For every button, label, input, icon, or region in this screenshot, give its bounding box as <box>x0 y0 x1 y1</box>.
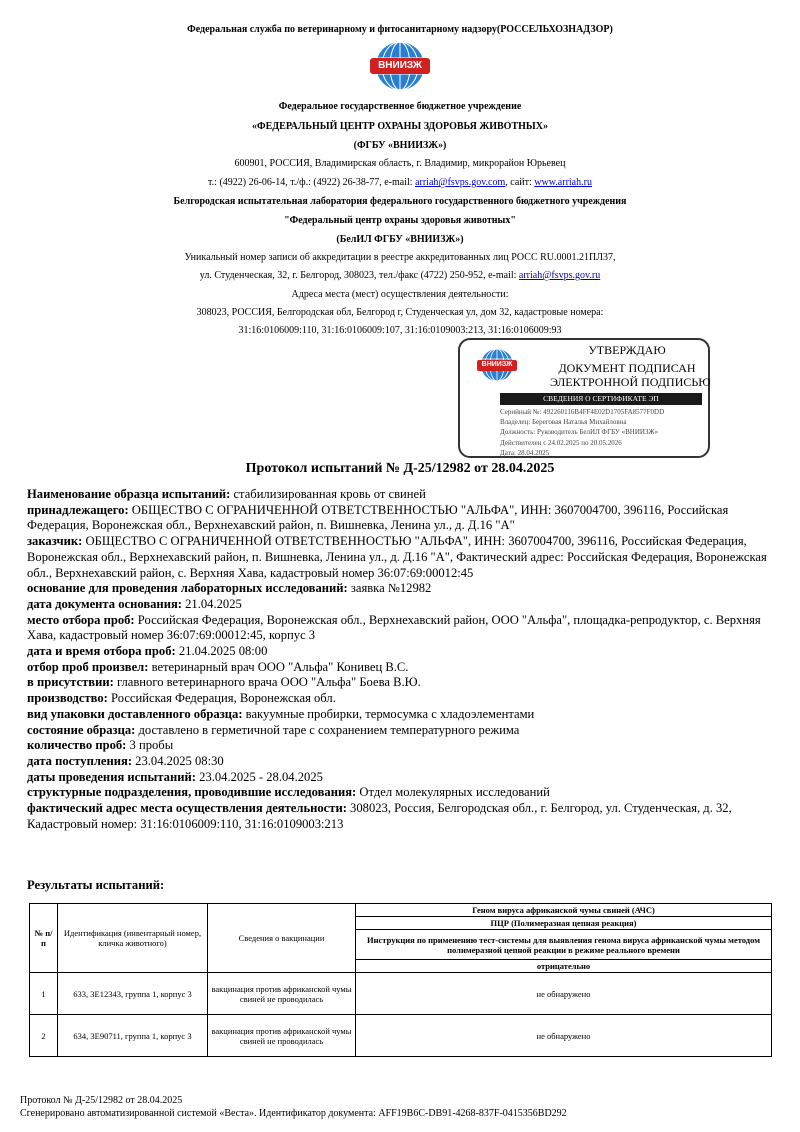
info-field <box>27 613 777 644</box>
info-field-label: Наименование образца испытаний: <box>27 487 231 501</box>
info-field-value: 21.04.2025 08:00 <box>175 644 268 659</box>
info-field <box>27 644 777 660</box>
info-field <box>27 660 777 676</box>
test-norm: отрицательно <box>356 960 772 973</box>
info-field <box>27 785 777 801</box>
vniizh-logo <box>362 40 438 94</box>
info-field-value: ОБЩЕСТВО С ОГРАНИЧЕННОЙ ОТВЕТСТВЕННОСТЬЮ "АЛЬФА", ИНН: 3607004700, 396116, Российская Федерация, Воронежская обл., Верхнехавский район, п. Вишневка, Ленина ул., д. Д.16 "А", Фактический адрес: Российская Федерация, Воронежская обл., Верхнехавский район, с. Верхняя Хава, кадастровый номер 36:07:69:00012:45 <box>27 534 767 580</box>
stamp-logo-text: ВНИИЗЖ <box>481 361 513 368</box>
sample-info <box>27 487 777 832</box>
table-row <box>30 1015 772 1057</box>
test-method: ПЦР (Полимеразная цепная реакция) <box>356 917 772 930</box>
lab-name-line2: "Федеральный центр охраны здоровья животных" <box>284 215 516 226</box>
test-name: Геном вируса африканской чумы свиней (АЧС) <box>356 904 772 917</box>
info-field-label: дата документа основания: <box>27 596 182 611</box>
contacts-text: т.: (4922) 26-06-14, т./ф.: (4922) 26-38-77, e-mail: <box>208 177 416 188</box>
info-field-value: вакуумные пробирки, термосумка с хладоэлементами <box>242 706 535 721</box>
row-number: 2 <box>30 1015 58 1057</box>
info-field-label: фактический адрес места осуществления деятельности: <box>27 801 347 816</box>
col-header-number: № п/п <box>30 904 58 973</box>
info-field-value: Российская Федерация, Воронежская обл. <box>107 691 336 706</box>
info-field-value: главного ветеринарного врача ООО "Альфа" Боева В.Ю. <box>113 675 421 690</box>
info-field-label: количество проб: <box>27 738 127 753</box>
stamp-cert-bar: СВЕДЕНИЯ О СЕРТИФИКАТЕ ЭП <box>500 393 702 405</box>
test-instruction: Инструкция по применению тест-системы для выявления генома вируса африканской чумы методом полимеразной цепной реакции в режиме реального времени <box>356 930 772 960</box>
info-field <box>27 723 777 739</box>
org-type: Федеральное государственное бюджетное учреждение <box>278 101 522 112</box>
col-header-identification <box>58 904 208 973</box>
info-field <box>27 675 777 691</box>
info-field-value: ветеринарный врач ООО "Альфа" Конивец В.С. <box>148 659 409 674</box>
lab-name-line1: Белгородская испытательная лаборатория федерального государственного бюджетного учреждения <box>173 196 627 207</box>
stamp-position: Должность: Руководитель БелИЛ ФГБУ «ВНИИЗЖ» <box>500 428 659 436</box>
info-field-label: вид упаковки доставленного образца: <box>27 706 243 721</box>
stamp-validity: Действителен с 24.02.2025 по 20.05.2026 <box>500 439 622 447</box>
info-field-value: 308023, Россия, Белгородская обл., г. Белгород, ул. Студенческая, д. 32, Кадастровый номер: 31:16:0106009:110, 31:16:0109003:213 <box>27 801 732 831</box>
info-field <box>27 691 777 707</box>
info-field-value: Российская Федерация, Воронежская обл., Верхнехавский район, ООО "Альфа", площадка-репродуктор, с. Верхняя Хава, кадастровый номер 36:07:69:00012:45, корпус 3 <box>27 612 761 643</box>
lab-address-text: ул. Студенческая, 32, г. Белгород, 308023, тел./факс (4722) 250-952, e-mail: <box>199 270 519 281</box>
info-field-label: структурные подразделения, проводившие исследования: <box>27 785 357 800</box>
stamp-signed-line1: ДОКУМЕНТ ПОДПИСАН <box>558 361 696 375</box>
info-field-label: основание для проведения лабораторных исследований: <box>27 581 348 596</box>
table-row <box>30 973 772 1015</box>
info-field-value: доставлено в герметичной таре с сохранением температурного режима <box>135 722 520 737</box>
info-field-label: дата поступления: <box>27 753 133 768</box>
org-address: 600901, РОССИЯ, Владимирская область, г. Владимир, микрорайон Юрьевец <box>234 158 566 169</box>
col-header-identification-text: Идентификация (инвентарный номер, кличка животного) <box>63 928 202 948</box>
info-field-label: принадлежащего: <box>27 502 129 517</box>
agency-name: Федеральная служба по ветеринарному и фитосанитарному надзору(РОССЕЛЬХОЗНАДЗОР) <box>187 24 613 35</box>
e-signature-stamp <box>458 338 710 458</box>
lab-email-link[interactable]: arriah@fsvps.gov.ru <box>518 270 601 281</box>
info-field-value: ОБЩЕСТВО С ОГРАНИЧЕННОЙ ОТВЕТСТВЕННОСТЬЮ "АЛЬФА", ИНН: 3607004700, 396116, Российская Федерация, Воронежская обл., Верхнехавский район, п. Вишневка, Ленина ул., д. Д.16 "А" <box>27 502 729 533</box>
footer-protocol: Протокол № Д-25/12982 от 28.04.2025 <box>20 1095 183 1106</box>
stamp-signed-line2: ЭЛЕКТРОННОЙ ПОДПИСЬЮ <box>550 375 711 389</box>
info-field <box>27 503 777 534</box>
info-field-label: место отбора проб: <box>27 612 135 627</box>
email-link[interactable]: arriah@fsvps.gov.com <box>415 177 506 188</box>
info-field <box>27 534 777 581</box>
info-field-label: дата и время отбора проб: <box>27 644 176 659</box>
accreditation-line: Уникальный номер записи об аккредитации в реестре аккредитованных лиц РОСС RU.0001.21ПЛ37, <box>184 252 616 263</box>
info-field <box>27 597 777 613</box>
row-result: не обнаружено <box>356 973 772 1015</box>
info-field <box>27 738 777 754</box>
activity-address-1: 308023, РОССИЯ, Белгородская обл, Белгород г, Студенческая ул, дом 32, кадастровые номера: <box>196 307 604 318</box>
info-field <box>27 707 777 723</box>
info-field-value: 23.04.2025 - 28.04.2025 <box>195 769 323 784</box>
lab-short-name: (БелИЛ ФГБУ «ВНИИЗЖ») <box>336 234 464 245</box>
col-header-vaccination-text: Сведения о вакцинации <box>238 933 325 943</box>
org-name: «ФЕДЕРАЛЬНЫЙ ЦЕНТР ОХРАНЫ ЗДОРОВЬЯ ЖИВОТНЫХ» <box>252 121 548 132</box>
site-label: , сайт: <box>505 177 535 188</box>
org-contacts <box>0 177 800 188</box>
org-short-name: (ФГБУ «ВНИИЗЖ») <box>353 140 447 151</box>
info-field <box>27 754 777 770</box>
website-link[interactable]: www.arriah.ru <box>534 177 592 188</box>
lab-address <box>0 270 800 281</box>
stamp-logo <box>472 348 522 382</box>
info-field-label: заказчик: <box>27 534 83 549</box>
info-field-value: 21.04.2025 <box>181 596 242 611</box>
results-title: Результаты испытаний: <box>27 878 165 892</box>
info-field-value: стабилизированная кровь от свиней <box>230 487 426 501</box>
info-field <box>27 487 777 503</box>
stamp-approve: УТВЕРЖДАЮ <box>588 343 666 357</box>
stamp-date: Дата: 28.04.2025 <box>500 449 550 457</box>
logo-text: ВНИИЗЖ <box>378 60 422 71</box>
protocol-title: Протокол испытаний № Д-25/12982 от 28.04.2025 <box>245 461 555 476</box>
info-field-label: в присутствии: <box>27 675 114 690</box>
row-vaccination: вакцинация против африканской чумы свиней не проводилась <box>208 1015 356 1057</box>
info-field-value: Отдел молекулярных исследований <box>356 785 550 800</box>
stamp-owner: Владелец: Береговая Наталья Михайловна <box>500 418 627 426</box>
activity-title: Адреса места (мест) осуществления деятельности: <box>291 289 509 300</box>
row-number: 1 <box>30 973 58 1015</box>
info-field <box>27 801 777 832</box>
info-field-label: производство: <box>27 691 108 706</box>
stamp-serial: Серийный №: 492260116B4FF4E02D1705FA8577F0DD <box>500 408 665 416</box>
info-field <box>27 581 777 597</box>
activity-address-2: 31:16:0106009:110, 31:16:0106009:107, 31:16:0109003:213, 31:16:0106009:93 <box>238 325 562 336</box>
info-field-label: отбор проб произвел: <box>27 659 149 674</box>
col-header-vaccination <box>208 904 356 973</box>
info-field-label: даты проведения испытаний: <box>27 769 196 784</box>
info-field <box>27 770 777 786</box>
info-field-value: 3 пробы <box>126 738 174 753</box>
info-field-label: состояние образца: <box>27 722 136 737</box>
row-vaccination: вакцинация против африканской чумы свиней не проводилась <box>208 973 356 1015</box>
row-identification: 633, 3E12343, группа 1, корпус 3 <box>58 973 208 1015</box>
row-result: не обнаружено <box>356 1015 772 1057</box>
row-identification: 634, 3E90711, группа 1, корпус 3 <box>58 1015 208 1057</box>
info-field-value: 23.04.2025 08:30 <box>132 753 224 768</box>
footer-generated: Сгенерировано автоматизированной системой «Веста». Идентификатор документа: AFF19B6C-DB91-4268-837F-0415356BD292 <box>20 1108 567 1119</box>
info-field-value: заявка №12982 <box>347 581 432 596</box>
results-table <box>29 903 772 1057</box>
